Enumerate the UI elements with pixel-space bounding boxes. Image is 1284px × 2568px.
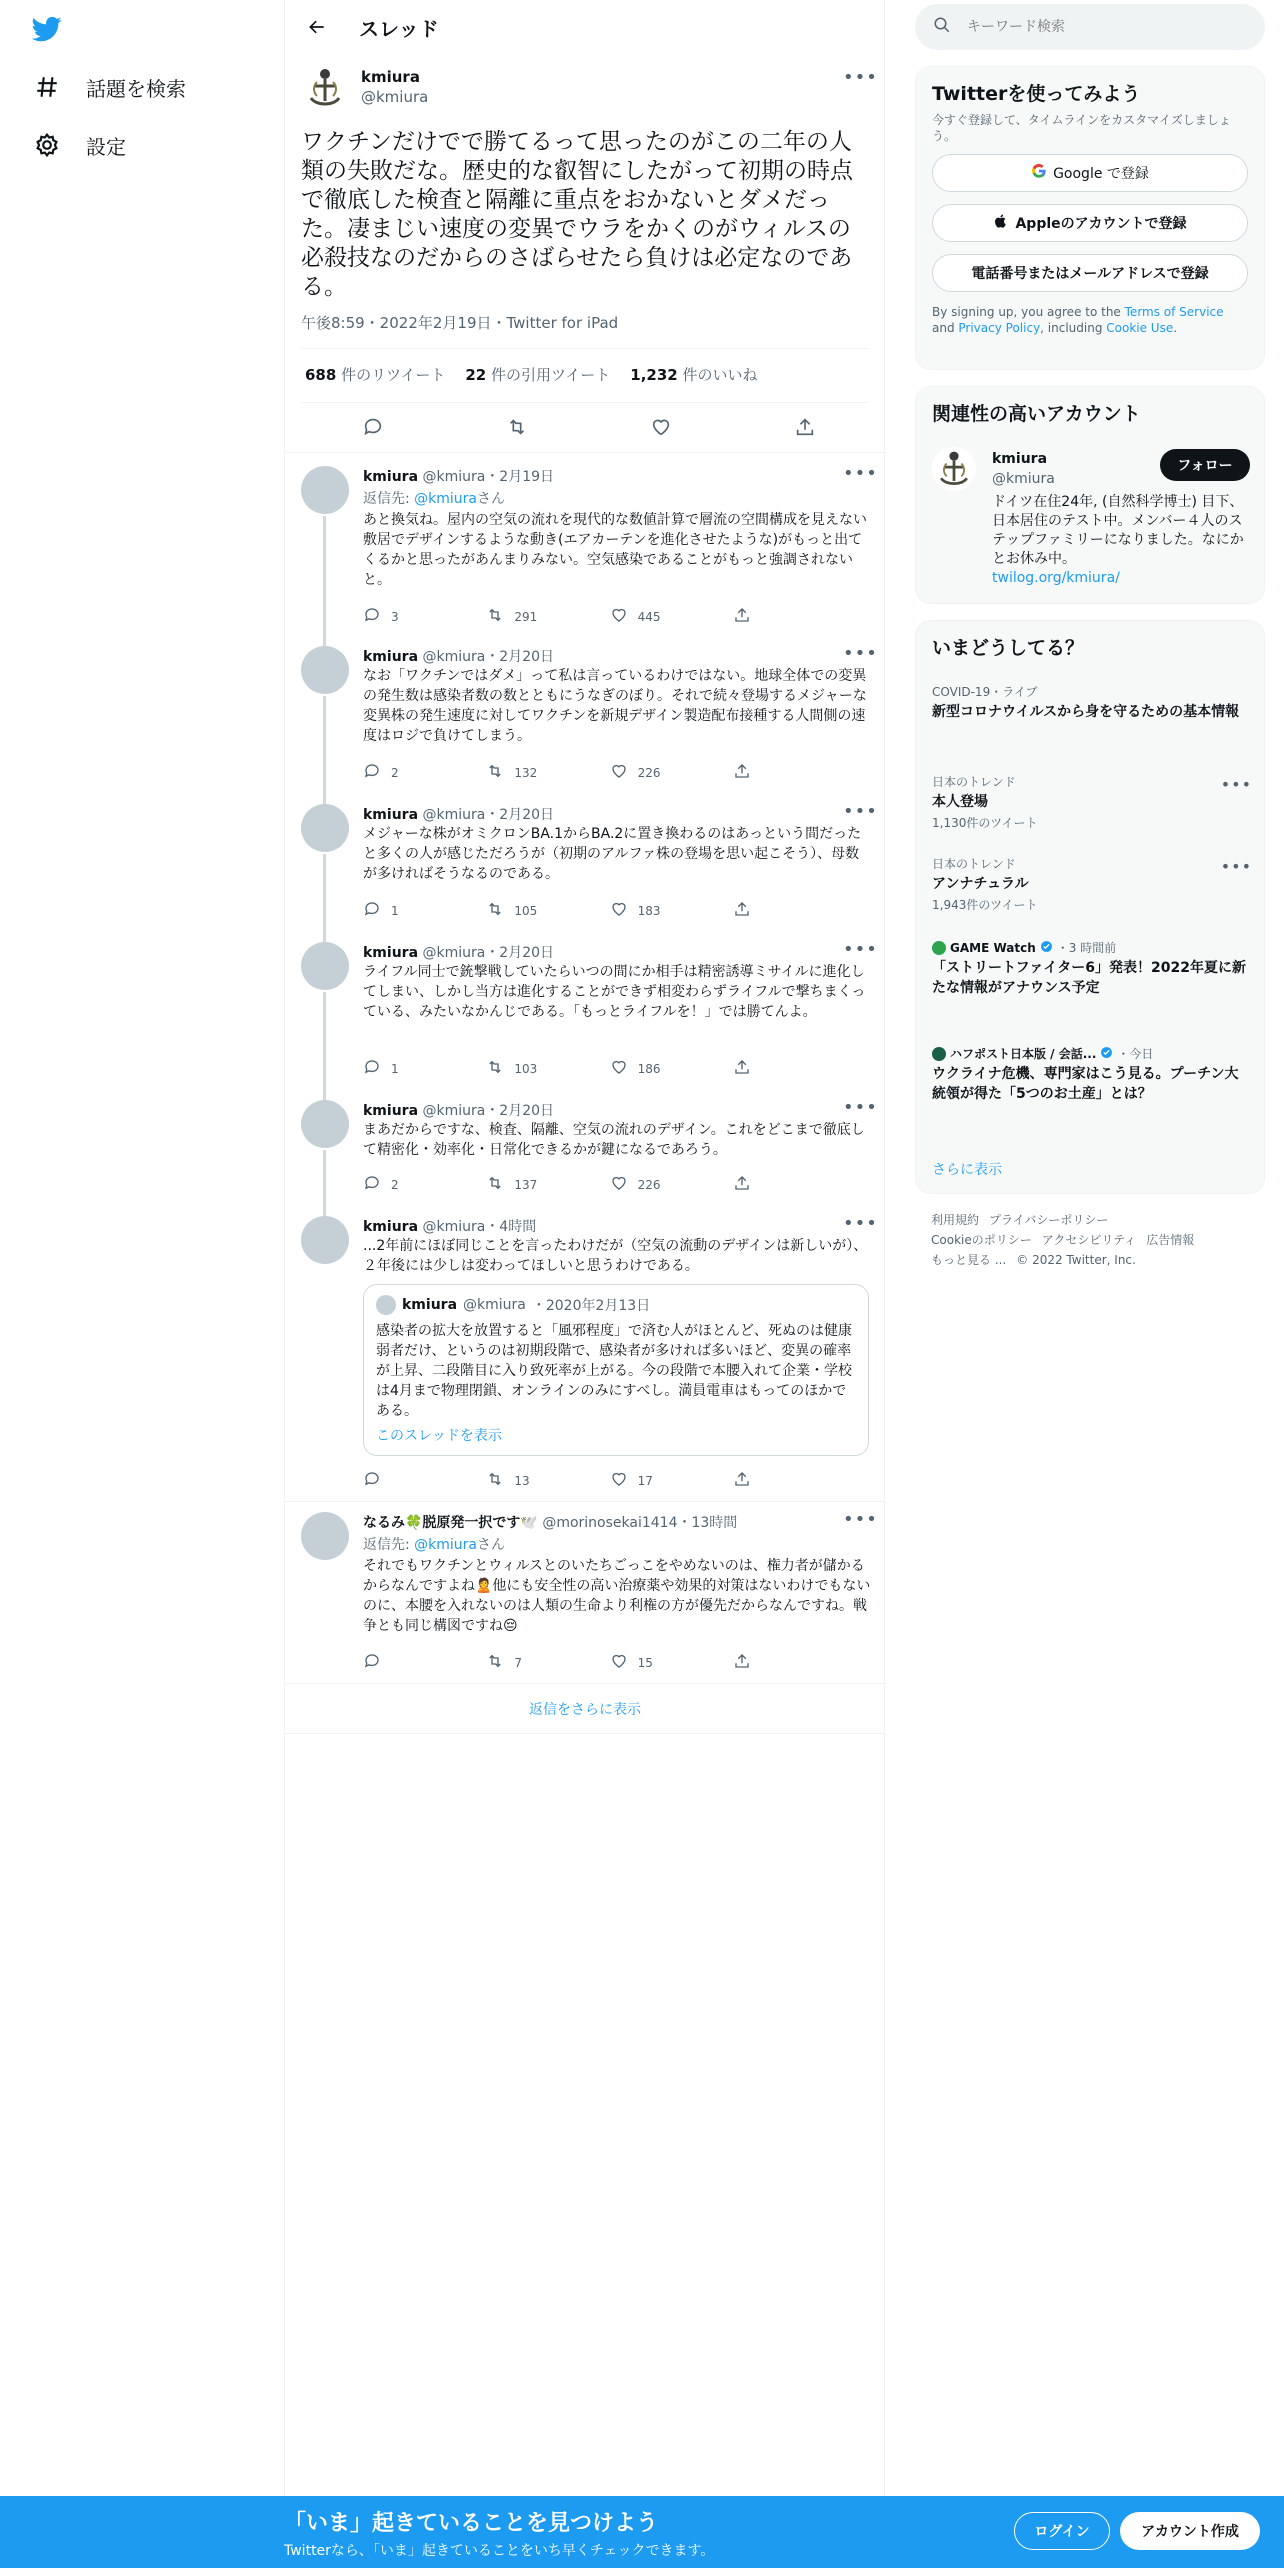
thread-line [323,516,326,646]
more-options-icon[interactable]: ••• [843,643,878,664]
more-options-icon[interactable]: ••• [1220,775,1252,794]
retweet-icon [486,1058,504,1079]
google-icon [1031,163,1047,183]
retweet-button[interactable]: 137 [486,1174,546,1195]
retweet-button[interactable]: 105 [486,900,546,921]
related-accounts-card [915,386,1265,604]
search-icon [933,16,951,38]
nav-explore[interactable] [30,62,186,112]
trend-item[interactable]: COVID-19・ライブ 新型コロナウイルスから身を守るための基本情報 [932,685,1240,720]
trend-item[interactable]: 日本のトレンド アンナチュラル 1,943件のツイート ••• [932,857,1252,912]
avatar[interactable] [301,942,349,990]
avatar[interactable] [301,646,349,694]
search-input[interactable] [967,19,1227,35]
bottom-bar-title: 「いま」起きていることを見つけよう [284,2511,659,2536]
related-account-name[interactable]: kmiura [992,451,1048,467]
share-icon [733,1058,751,1079]
reply-text: ...2年前にほぼ同じことを言ったわけだが（空気の流動のデザインは新しいが）、２年後には少しは変わってほしいと思うわけである。 [363,1238,868,1274]
reply-tweet[interactable] [285,1206,885,1502]
reply-text: なお「ワクチンではダメ」って私は言っているわけではない。地球全体での変異の発生数は感染者数の数とともにうなぎのぼり。それで続々登場するメジャーな変異株の発生速度に対してワクチンを新規デザイン製造配布接種する人間側の速度はロジで負けてしまう。 [363,668,867,744]
reply-actions [363,606,793,627]
hashtag-icon [30,70,64,104]
focus-tweet-stats [305,364,758,385]
reply-author-handle[interactable]: @kmiura [422,1103,486,1119]
footer-privacy-link[interactable]: プライバシーポリシー [989,1213,1109,1227]
more-options-icon[interactable]: ••• [843,1213,878,1234]
back-arrow-icon[interactable] [299,9,335,45]
reply-time[interactable]: ・2月20日 [485,807,555,823]
retweet-icon [486,1174,504,1195]
reply-button[interactable] [363,1652,423,1673]
more-options-icon[interactable]: ••• [843,939,878,960]
reply-actions [363,1470,793,1491]
login-button[interactable]: ログイン [1014,2512,1110,2550]
retweet-button[interactable]: 7 [486,1652,546,1673]
cookie-link[interactable]: Cookie Use [1106,321,1174,335]
divider [301,348,868,349]
reply-header [363,1512,737,1532]
like-icon [610,1058,628,1079]
quote-author-name: kmiura [402,1297,458,1313]
reply-tweet[interactable] [285,456,885,636]
share-icon [733,1174,751,1195]
retweet-icon[interactable] [499,412,535,442]
focus-tweet-meta[interactable]: 午後8:59・2022年2月19日・Twitter for iPad [301,314,619,332]
reply-text: ライフル同士で銃撃戦していたらいつの間にか相手は精密誘導ミサイルに進化してしまい、しかし当方は進化することができず相変わらずライフルで撃ちまくっている、みたいなかんじである。「もっとライフルを！」では勝てんよ。 [363,964,866,1020]
like-button[interactable]: 445 [610,606,670,627]
more-options-icon[interactable]: ••• [843,801,878,822]
reply-actions [363,1058,793,1079]
reply-text: それでもワクチンとウィルスとのいたちごっこをやめないのは、権力者が儲かるからなんですよね🙎他にも安全性の高い治療薬や効果的対策はないわけでもないのに、本腰を入れないのは人類の生命より利権の方が優先だからなんですね。戦争とも同じ構図ですね😔 [363,1558,871,1634]
retweet-button[interactable]: 103 [486,1058,546,1079]
search-box[interactable] [915,4,1265,50]
retweet-icon [486,900,504,921]
show-more-replies-link[interactable]: 返信をさらに表示 [285,1684,885,1734]
google-signup-label: Google で登録 [1053,166,1149,182]
related-account-bio: ドイツ在住24年, (自然科学博士) 目下、日本居住のテスト中。メンバー４人のステップファミリーになりました。なにかとお休み中。 twilog.org/kmiura/ [992,494,1244,586]
reply-header [363,646,554,666]
more-options-icon[interactable]: ••• [1220,857,1252,876]
like-icon [610,762,628,783]
more-options-icon[interactable]: ••• [843,463,878,484]
reply-author-name[interactable]: kmiura [363,807,419,823]
avatar[interactable] [301,466,349,514]
reply-icon [363,1652,381,1673]
reply-author-handle[interactable]: @morinosekai1414 [542,1515,678,1531]
reply-icon [363,1174,381,1195]
footer-links [931,1210,1251,1270]
reply-tweet[interactable] [285,1502,885,1684]
reply-actions [363,762,793,783]
signup-button[interactable]: アカウント作成 [1120,2512,1260,2550]
reply-time[interactable]: ・2月19日 [485,469,555,485]
quoted-tweet[interactable] [363,1284,869,1456]
share-button[interactable] [733,900,793,921]
like-icon [610,1470,628,1491]
like-count[interactable]: 1,232 件のいいね [630,366,758,384]
thread-line [323,696,326,804]
reply-header [363,942,554,962]
like-button[interactable]: 186 [610,1058,670,1079]
retweet-button[interactable]: 291 [486,606,546,627]
reply-button[interactable]: 3 [363,606,423,627]
avatar[interactable] [932,447,976,491]
reply-header [363,1216,536,1236]
like-icon[interactable] [643,412,679,442]
google-signup-button[interactable] [932,154,1248,192]
reply-text: メジャーな株がオミクロンBA.1からBA.2に置き換わるのはあっという間だったと多くの人が感じただろうが（初期のアルファ株の登場を思い起こそう）、母数が多ければそうなるのである。 [363,826,862,882]
reply-button[interactable] [363,1470,423,1491]
reply-author-name[interactable]: kmiura [363,1103,419,1119]
retweet-icon [486,1652,504,1673]
like-icon [610,1174,628,1195]
reply-time[interactable]: ・2月20日 [485,945,555,961]
reply-actions [363,900,793,921]
reply-header [363,1100,554,1120]
nav-settings[interactable] [30,120,126,170]
share-icon[interactable] [787,412,823,442]
news-item[interactable]: GAME Watch ・3 時間前 「ストリートファイター6」発表！2022年夏に新たな情報がアナウンス予定 [932,940,1247,996]
bottom-bar-subtitle: Twitterなら、「いま」起きていることをいち早くチェックできます。 [284,2543,715,2559]
reply-tweet[interactable] [285,794,885,932]
retweet-icon [486,762,504,783]
reply-tweet[interactable] [285,636,885,794]
reply-author-name[interactable]: kmiura [363,945,419,961]
footer-ads-link[interactable]: 広告情報 [1146,1233,1195,1247]
signup-legal: By signing up, you agree to the Terms of Service and Privacy Policy, including Cookie Use. [932,305,1224,335]
trends-card [915,620,1265,1194]
like-button[interactable]: 15 [610,1652,670,1673]
like-button[interactable]: 226 [610,762,670,783]
share-button[interactable] [733,1470,793,1491]
footer-more-link[interactable]: もっと見る ... [931,1253,1007,1267]
avatar[interactable] [301,1100,349,1148]
avatar[interactable] [301,64,349,112]
reply-header [363,466,554,486]
avatar [376,1295,396,1315]
reply-tweet[interactable] [285,932,885,1090]
retweet-button[interactable]: 13 [486,1470,546,1491]
focus-tweet-header [285,60,885,120]
reply-icon[interactable] [355,412,391,442]
more-options-icon[interactable]: ••• [843,1509,878,1530]
thread-line [323,854,326,942]
avatar[interactable] [301,1512,349,1560]
reply-text: まあだからですな、検査、隔離、空気の流れのデザイン。これをどこまで徹底して精密化・効率化・日常化できるかが鍵になるであろう。 [363,1122,865,1158]
retweet-count[interactable]: 688 件のリツイート [305,366,446,384]
footer-accessibility-link[interactable]: アクセシビリティ [1041,1233,1137,1247]
nav-settings-label: 設定 [86,134,126,159]
thread-header [285,0,884,54]
reply-icon [363,1470,381,1491]
source-icon [932,1047,946,1061]
reply-icon [363,1058,381,1079]
share-button[interactable] [733,1058,793,1079]
share-icon [733,762,751,783]
reply-actions [363,1652,793,1673]
reply-header [363,804,554,824]
verified-icon [1100,1046,1113,1062]
reply-time[interactable]: ・2月20日 [485,649,555,665]
share-button[interactable] [733,606,793,627]
more-options-icon[interactable]: ••• [843,67,878,88]
reply-author-handle[interactable]: @kmiura [422,807,486,823]
reply-time[interactable]: ・13時間 [677,1515,738,1531]
reply-author-name[interactable]: kmiura [363,1219,419,1235]
left-nav [0,0,284,2568]
copyright: © 2022 Twitter, Inc. [1016,1253,1136,1267]
focus-tweet-handle[interactable]: @kmiura [361,88,429,106]
share-icon [733,1470,751,1491]
like-button[interactable]: 226 [610,1174,670,1195]
phone-email-signup-button[interactable]: 電話番号またはメールアドレスで登録 [932,254,1248,292]
quote-count[interactable]: 22 件の引用ツイート [465,366,611,384]
avatar[interactable] [301,1216,349,1264]
main-column [284,0,885,2568]
related-title: 関連性の高いアカウント [932,403,1141,425]
signup-card [915,66,1265,370]
share-icon [733,900,751,921]
twitter-logo-icon[interactable] [30,14,64,44]
related-account-handle[interactable]: @kmiura [992,471,1055,487]
focus-tweet-name[interactable]: kmiura [361,68,420,86]
retweet-icon [486,606,504,627]
footer-cookie-link[interactable]: Cookieのポリシー [931,1233,1032,1247]
reply-tweet[interactable] [285,1090,885,1206]
trend-item[interactable]: 日本のトレンド 本人登場 1,130件のツイート ••• [932,775,1252,830]
reply-text: あと換気ね。屋内の空気の流れを現代的な数値計算で層流の空間構成を見えない敷居でデザインするような動き(エアカーテンを進化させたような)がもっと出てくるかと思ったがあんまりみない。空気感染であることがもっと強調されないと。 [363,512,867,588]
apple-icon [993,213,1009,233]
terms-link[interactable]: Terms of Service [1124,305,1224,319]
apple-signup-button[interactable] [932,204,1248,242]
source-icon [932,941,946,955]
share-button[interactable] [733,762,793,783]
show-thread-link[interactable]: このスレッドを表示 [376,1428,502,1444]
reply-to-handle[interactable]: @kmiura [414,491,478,507]
reply-button[interactable]: 1 [363,900,423,921]
trends-title: いまどうしてる？ [932,637,1085,659]
apple-signup-label: Appleのアカウントで登録 [1015,216,1187,232]
replying-to: 返信先: @kmiuraさん [363,491,506,507]
share-icon [733,606,751,627]
focus-tweet-text: ワクチンだけでで勝てるって思ったのがこの二年の人類の失敗だな。歴史的な叡智にしたがって初期の時点で徹底した検査と隔離に重点をおかないとダメだった。凄まじい速度の変異でウラをかくのがウィルスの必殺技なのだからのさばらせたら負けは必定なのである。 [301,129,853,300]
footer-terms-link[interactable]: 利用規約 [931,1213,980,1227]
like-icon [610,606,628,627]
quote-text: 感染者の拡大を放置すると「風邪程度」で済む人がほとんど、死ぬのは健康弱者だけ、というのは初期段階で、感染者が多ければ多いほど、変異の確率が上昇、二段階目に入り致死率が上がる。今の段階で本腰入れて企業・学校は4月まで物理閉鎖、オンラインのみにすべし。満員電車はもってのほかである。 [376,1323,852,1419]
reply-button[interactable]: 2 [363,1174,423,1195]
reply-actions [363,1174,793,1195]
replying-to: 返信先: @kmiuraさん [363,1537,506,1553]
reply-author-name[interactable]: なるみ🍀脱原発一択です🕊️ [363,1515,538,1531]
divider [301,402,868,403]
show-more-trends-link[interactable]: さらに表示 [932,1162,1002,1178]
reply-author-handle[interactable]: @kmiura [422,945,486,961]
reply-time[interactable]: ・4時間 [485,1219,537,1235]
like-button[interactable]: 183 [610,900,670,921]
page-title: スレッド [359,16,439,41]
signup-subtitle: 今すぐ登録して、タイムラインをカスタマイズしましょう。 [932,113,1231,143]
reply-author-name[interactable]: kmiura [363,649,419,665]
reply-time[interactable]: ・2月20日 [485,1103,555,1119]
like-icon [610,900,628,921]
gear-icon [30,128,64,162]
like-button[interactable]: 17 [610,1470,670,1491]
quote-time: ・2020年2月13日 [531,1298,651,1314]
reply-icon [363,606,381,627]
thread-line [323,992,326,1100]
reply-author-handle[interactable]: @kmiura [422,1219,486,1235]
quote-author-handle: @kmiura [463,1297,526,1313]
retweet-button[interactable]: 132 [486,762,546,783]
reply-button[interactable]: 1 [363,1058,423,1079]
follow-button[interactable]: フォロー [1160,449,1250,481]
like-icon [610,1652,628,1673]
reply-icon [363,900,381,921]
nav-explore-label: 話題を検索 [86,76,186,101]
share-button[interactable] [733,1652,793,1673]
bio-link[interactable]: twilog.org/kmiura/ [992,570,1120,586]
signup-title: Twitterを使ってみよう [932,83,1141,105]
news-item[interactable]: ハフポスト日本版 / 会話... ・今日 ウクライナ危機、専門家はこう見る。プーチン大統領が得た「5つのお土産」とは？ [932,1047,1239,1102]
focus-tweet-actions [355,412,823,442]
retweet-icon [486,1470,504,1491]
share-button[interactable] [733,1174,793,1195]
privacy-link[interactable]: Privacy Policy [958,321,1041,335]
bottom-signup-bar [0,2496,1284,2568]
reply-button[interactable]: 2 [363,762,423,783]
divider [285,452,884,453]
more-options-icon[interactable]: ••• [843,1097,878,1118]
verified-icon [1040,940,1053,956]
share-icon [733,1652,751,1673]
reply-icon [363,762,381,783]
reply-author-name[interactable]: kmiura [363,469,419,485]
avatar[interactable] [301,804,349,852]
reply-to-handle[interactable]: @kmiura [414,1537,478,1553]
reply-author-handle[interactable]: @kmiura [422,469,486,485]
reply-author-handle[interactable]: @kmiura [422,649,486,665]
